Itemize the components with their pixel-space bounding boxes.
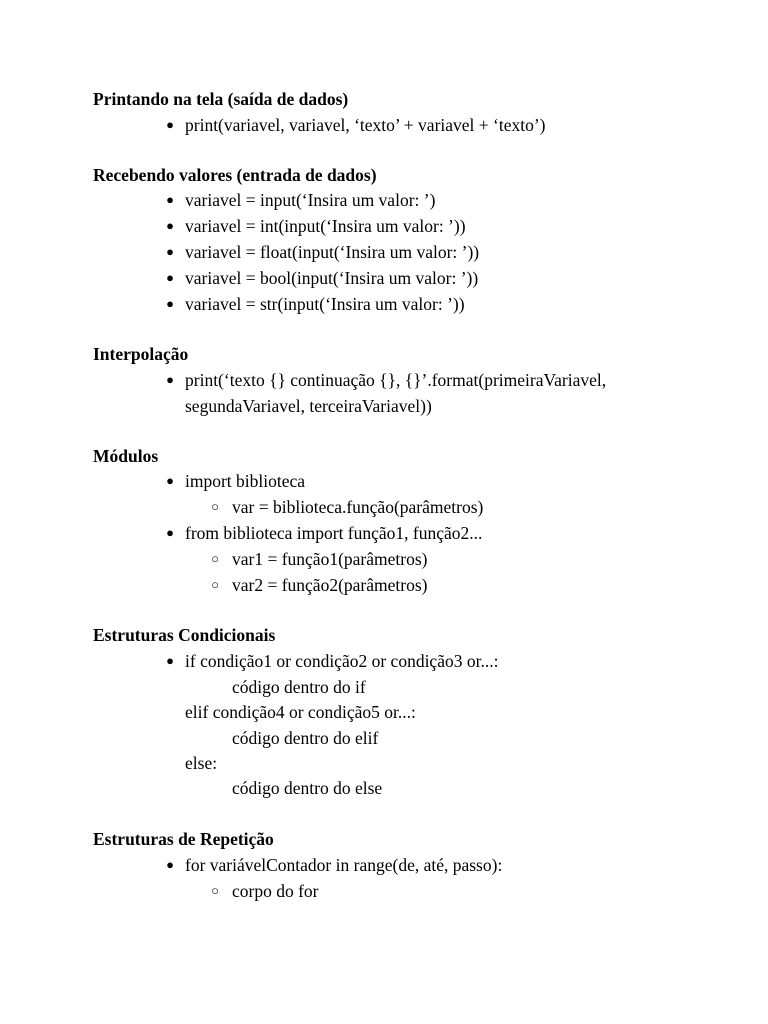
bullet-icon: ● bbox=[166, 473, 174, 488]
sub-list-item bbox=[0, 546, 768, 572]
section-heading-output: Printando na tela (saída de dados) bbox=[93, 89, 349, 109]
section-heading-loops: Estruturas de Repetição bbox=[93, 829, 274, 849]
code-line-text: código dentro do if bbox=[232, 677, 366, 697]
list-item-continuation bbox=[0, 393, 768, 419]
sub-list-item-text: corpo do for bbox=[232, 881, 319, 901]
list-item-text: variavel = float(input(‘Insira um valor: ’)) bbox=[185, 242, 480, 262]
code-line bbox=[0, 750, 768, 776]
code-line-text: elif condição4 or condição5 or...: bbox=[185, 702, 416, 722]
section-heading-modules: Módulos bbox=[93, 446, 159, 466]
list-item-text: print(variavel, variavel, ‘texto’ + variavel + ‘texto’) bbox=[185, 115, 546, 135]
sub-list-item bbox=[0, 878, 768, 904]
circle-bullet-icon: ○ bbox=[211, 577, 219, 592]
bullet-icon: ● bbox=[166, 218, 174, 233]
list-item bbox=[0, 852, 768, 878]
list-item bbox=[0, 367, 768, 393]
bullet-icon: ● bbox=[166, 244, 174, 259]
list-item-text: variavel = int(input(‘Insira um valor: ’)) bbox=[185, 216, 466, 236]
list-item-text: print(‘texto {} continuação {}, {}’.format(primeiraVariavel, bbox=[185, 370, 607, 390]
circle-bullet-icon: ○ bbox=[211, 883, 219, 898]
list-item bbox=[0, 213, 768, 239]
sub-list-item-text: var = biblioteca.função(parâmetros) bbox=[232, 497, 484, 517]
code-line bbox=[0, 699, 768, 725]
list-item bbox=[0, 265, 768, 291]
list-item bbox=[0, 468, 768, 494]
sub-list-item-text: var1 = função1(parâmetros) bbox=[232, 549, 428, 569]
list-item-text: import biblioteca bbox=[185, 471, 306, 491]
section-heading-input: Recebendo valores (entrada de dados) bbox=[93, 165, 377, 185]
list-item-text: for variávelContador in range(de, até, passo): bbox=[185, 855, 503, 875]
list-item bbox=[0, 291, 768, 317]
bullet-icon: ● bbox=[166, 857, 174, 872]
code-line bbox=[0, 674, 768, 700]
bullet-icon: ● bbox=[166, 525, 174, 540]
section-heading-conditionals: Estruturas Condicionais bbox=[93, 625, 276, 645]
bullet-icon: ● bbox=[166, 296, 174, 311]
list-item-text: variavel = input(‘Insira um valor: ’) bbox=[185, 190, 436, 210]
code-line bbox=[0, 725, 768, 751]
list-item-text: variavel = str(input(‘Insira um valor: ’)) bbox=[185, 294, 465, 314]
bullet-icon: ● bbox=[166, 192, 174, 207]
list-item bbox=[0, 648, 768, 674]
sub-list-item bbox=[0, 572, 768, 598]
list-item-text: from biblioteca import função1, função2... bbox=[185, 523, 483, 543]
code-line bbox=[0, 775, 768, 801]
list-item bbox=[0, 112, 768, 138]
sub-list-item bbox=[0, 494, 768, 520]
sub-list-item-text: var2 = função2(parâmetros) bbox=[232, 575, 428, 595]
code-line-text: else: bbox=[185, 753, 218, 773]
list-item bbox=[0, 187, 768, 213]
code-line-text: código dentro do elif bbox=[232, 728, 379, 748]
bullet-icon: ● bbox=[166, 270, 174, 285]
section-heading-interpolation: Interpolação bbox=[93, 344, 189, 364]
bullet-icon: ● bbox=[166, 372, 174, 387]
list-item-text: segundaVariavel, terceiraVariavel)) bbox=[185, 396, 432, 416]
circle-bullet-icon: ○ bbox=[211, 499, 219, 514]
bullet-icon: ● bbox=[166, 117, 174, 132]
list-item-text: if condição1 or condição2 or condição3 or...: bbox=[185, 651, 499, 671]
code-line-text: código dentro do else bbox=[232, 778, 383, 798]
list-item bbox=[0, 520, 768, 546]
circle-bullet-icon: ○ bbox=[211, 551, 219, 566]
bullet-icon: ● bbox=[166, 653, 174, 668]
list-item-text: variavel = bool(input(‘Insira um valor: ’)) bbox=[185, 268, 479, 288]
list-item bbox=[0, 239, 768, 265]
